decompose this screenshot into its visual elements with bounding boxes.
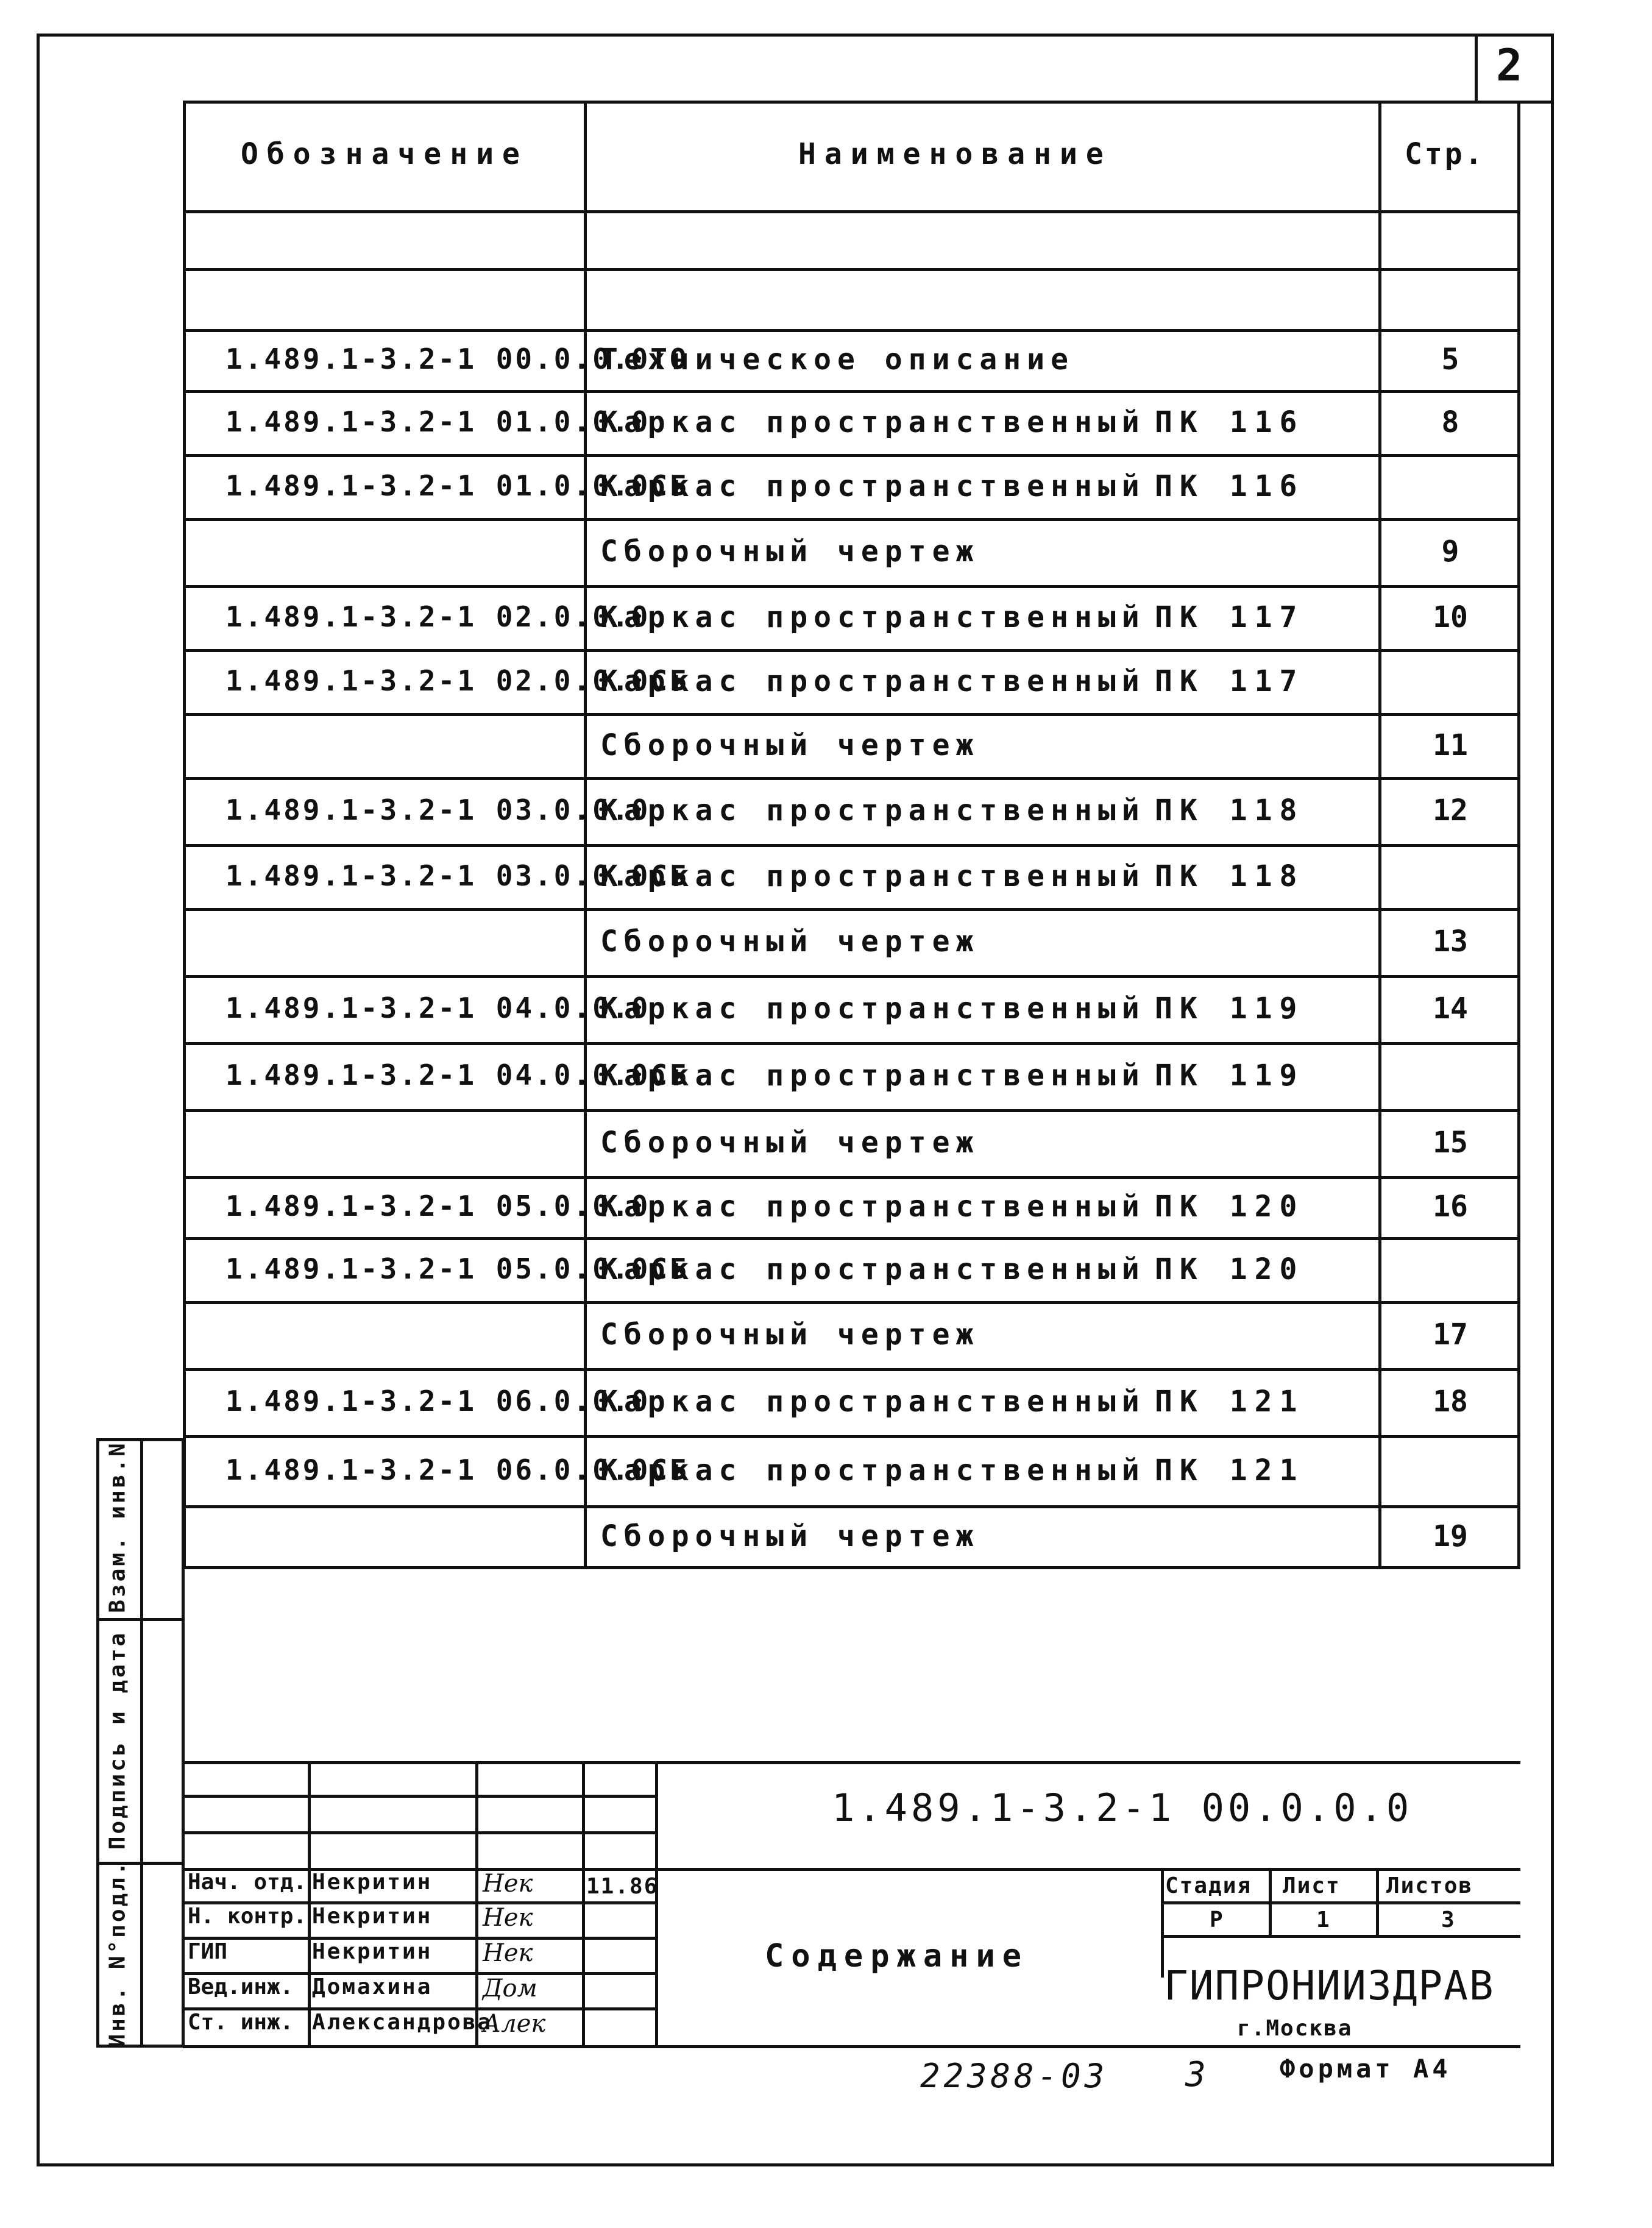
row-name: Каркас пространственный: [600, 859, 1146, 893]
row-mark: ПК 118: [1155, 793, 1305, 828]
row-separator: [183, 1505, 1520, 1508]
row-separator: [183, 329, 1520, 332]
row-page: 8: [1441, 405, 1459, 439]
row-name: Каркас пространственный: [600, 1252, 1146, 1286]
row-separator: [183, 1368, 1520, 1371]
row-mark: ПК 116: [1155, 405, 1305, 439]
row-separator: [183, 1176, 1520, 1179]
tb-stage-line-2: [1161, 1935, 1520, 1938]
row-mark: ПК 120: [1155, 1252, 1305, 1286]
side-stamp-divider: [140, 1438, 143, 2048]
row-code: 1.489.1-3.2-1 02.0.0.0СБ: [225, 664, 689, 697]
person-role: Нач. отд.: [188, 1870, 307, 1895]
side-inv-podl: Инв. N°подл.: [105, 1859, 130, 2048]
stage-label: Стадия: [1165, 1873, 1252, 1898]
row-mark: ПК 121: [1155, 1453, 1305, 1488]
sheets-value: 3: [1441, 1907, 1456, 1932]
row-separator: [183, 585, 1520, 588]
row-mark: ПК 118: [1155, 859, 1305, 893]
person-signature: Нек: [483, 1939, 533, 1967]
header-name: Наименование: [798, 137, 1112, 171]
row-code: 1.489.1-3.2-1 00.0.0.0ТО: [225, 342, 689, 375]
tb-stage-left: [1161, 1868, 1164, 1978]
side-sign-date: Подпись и дата: [105, 1630, 130, 1850]
row-separator: [183, 908, 1520, 911]
row-page: 13: [1433, 924, 1468, 959]
row-name: Каркас пространственный: [600, 1190, 1146, 1224]
row-separator: [183, 975, 1520, 978]
sheet-number: 2: [1496, 40, 1523, 91]
person-role: ГИП: [188, 1939, 228, 1964]
header-bottom-line: [183, 210, 1520, 213]
side-inv-zam: Взам. инв.N: [105, 1441, 130, 1613]
row-name: Сборочный чертеж: [600, 1519, 980, 1553]
person-signature: Алек: [483, 2010, 546, 2038]
row-mark: ПК 121: [1155, 1385, 1305, 1419]
row-separator: [183, 454, 1520, 457]
row-separator: [183, 713, 1520, 716]
row-mark: ПК 116: [1155, 469, 1305, 503]
title-block-top: [183, 1761, 1520, 1764]
row-page: 14: [1433, 992, 1468, 1026]
person-role: Н. контр.: [188, 1904, 307, 1929]
row-name: Сборочный чертеж: [600, 728, 980, 762]
row-code: 1.489.1-3.2-1 01.0.0.0: [225, 405, 651, 438]
row-name: Каркас пространственный: [600, 1453, 1146, 1488]
approval-date: 11.86: [586, 1874, 659, 1899]
row-separator: [183, 1109, 1520, 1112]
copy-number: 3: [1185, 2055, 1206, 2095]
row-page: 15: [1433, 1126, 1468, 1160]
row-code: 1.489.1-3.2-1 06.0.0.0СБ: [225, 1453, 689, 1486]
row-separator: [183, 518, 1520, 521]
row-page: 9: [1441, 534, 1459, 569]
person-surname: Александрова: [312, 2010, 493, 2035]
row-page: 17: [1433, 1318, 1468, 1352]
row-mark: ПК 117: [1155, 664, 1305, 698]
row-page: 18: [1433, 1385, 1468, 1419]
tb-vline-1: [308, 1761, 311, 2048]
sheet-label: Лист: [1283, 1873, 1341, 1898]
row-separator: [183, 844, 1520, 847]
row-code: 1.489.1-3.2-1 04.0.0.0СБ: [225, 1059, 689, 1091]
tb-hline-2: [183, 1831, 655, 1834]
row-separator: [183, 390, 1520, 393]
row-code: 1.489.1-3.2-1 02.0.0.0: [225, 600, 651, 633]
person-signature: Нек: [483, 1904, 533, 1932]
tb-stage-line-1: [1161, 1901, 1520, 1904]
person-surname: Некритин: [312, 1870, 433, 1895]
row-name: Каркас пространственный: [600, 664, 1146, 698]
row-code: 1.489.1-3.2-1 06.0.0.0: [225, 1385, 651, 1417]
row-code: 1.489.1-3.2-1 05.0.0.0: [225, 1190, 651, 1222]
row-separator: [183, 649, 1520, 652]
row-page: 12: [1433, 793, 1468, 828]
row-code: 1.489.1-3.2-1 03.0.0.0СБ: [225, 859, 689, 892]
row-mark: ПК 119: [1155, 992, 1305, 1026]
sheet-value: 1: [1316, 1907, 1331, 1932]
row-separator: [183, 1237, 1520, 1240]
person-surname: Домахина: [312, 1974, 433, 1999]
row-code: 1.489.1-3.2-1 03.0.0.0: [225, 793, 651, 826]
row-separator: [183, 777, 1520, 780]
person-role: Вед.инж.: [188, 1974, 294, 1999]
row-name: Каркас пространственный: [600, 793, 1146, 828]
row-page: 11: [1433, 728, 1468, 762]
row-name: Сборочный чертеж: [600, 1126, 980, 1160]
document-title: Содержание: [765, 1938, 1029, 1974]
row-name: Сборочный чертеж: [600, 534, 980, 569]
stage-value: Р: [1210, 1907, 1224, 1932]
row-mark: ПК 120: [1155, 1190, 1305, 1224]
person-role: Ст. инж.: [188, 2010, 294, 2035]
row-name: Каркас пространственный: [600, 1059, 1146, 1093]
row-name: Каркас пространственный: [600, 405, 1146, 439]
rows-end-line: [183, 1566, 1520, 1569]
tb-vline-2: [475, 1761, 478, 2048]
tb-vline-3: [582, 1761, 585, 2048]
row-mark: ПК 119: [1155, 1059, 1305, 1093]
format-label: Формат А4: [1280, 2054, 1452, 2084]
row-code: 1.489.1-3.2-1 05.0.0.0СБ: [225, 1252, 689, 1285]
tb-hline-1: [183, 1795, 655, 1798]
archive-number: 22388-03: [920, 2057, 1108, 2095]
tb-hline-8: [183, 2045, 1520, 2048]
row-page: 5: [1441, 342, 1459, 377]
row-name: Техническое описание: [600, 342, 1074, 377]
person-signature: Дом: [483, 1974, 537, 2003]
row-name: Каркас пространственный: [600, 469, 1146, 503]
document-code: 1.489.1-3.2-1 00.0.0.0: [832, 1786, 1413, 1830]
row-page: 19: [1433, 1519, 1468, 1553]
person-signature: Нек: [483, 1870, 533, 1898]
row-name: Сборочный чертеж: [600, 1318, 980, 1352]
row-name: Сборочный чертеж: [600, 924, 980, 959]
organization: ГИПРОНИИЗДРАВ: [1164, 1962, 1495, 2009]
row-separator: [183, 1301, 1520, 1304]
row-code: 1.489.1-3.2-1 04.0.0.0: [225, 992, 651, 1024]
row-name: Каркас пространственный: [600, 600, 1146, 634]
header-page: Стр.: [1405, 137, 1485, 171]
tb-vline-4: [655, 1761, 658, 2048]
col-divider-1: [584, 101, 587, 1569]
person-surname: Некритин: [312, 1904, 433, 1929]
person-surname: Некритин: [312, 1939, 433, 1964]
row-separator: [183, 1435, 1520, 1438]
header-designation: Обозначение: [241, 137, 528, 171]
row-separator: [183, 268, 1520, 271]
row-separator: [183, 1042, 1520, 1045]
row-page: 16: [1433, 1190, 1468, 1224]
sheets-label: Листов: [1386, 1873, 1473, 1898]
row-name: Каркас пространственный: [600, 992, 1146, 1026]
city: г.Москва: [1237, 2016, 1353, 2041]
row-mark: ПК 117: [1155, 600, 1305, 634]
row-code: 1.489.1-3.2-1 01.0.0.0СБ: [225, 469, 689, 502]
row-name: Каркас пространственный: [600, 1385, 1146, 1419]
row-page: 10: [1433, 600, 1468, 634]
